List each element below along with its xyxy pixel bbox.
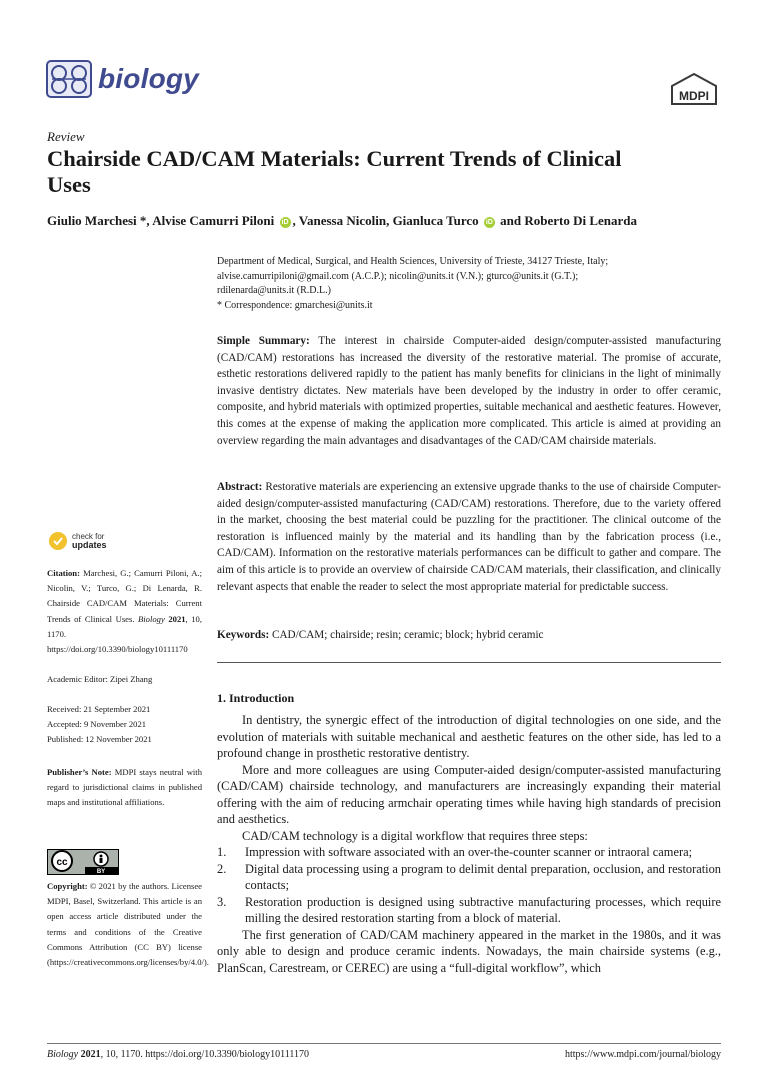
affiliation-emails: rdilenarda@units.it (R.D.L.) <box>217 285 331 296</box>
introduction-body <box>217 712 721 976</box>
journal-header <box>46 60 199 98</box>
journal-name: biology <box>98 63 199 94</box>
correspondence: * Correspondence: gmarchesi@units.it <box>217 299 373 311</box>
affiliation-line: Department of Medical, Surgical, and Health Sciences, University of Trieste, 34127 Trieste, Italy; <box>217 256 609 267</box>
check-for-updates-icon <box>48 531 68 551</box>
list-item-text: Impression with software associated with an over-the-counter scanner or intraoral camera; <box>245 845 693 859</box>
published-date: Published: 12 November 2021 <box>47 734 152 745</box>
academic-editor: Academic Editor: Zipei Zhang <box>47 674 153 684</box>
affiliation-emails: alvise.camurripiloni@gmail.com (A.C.P.); nicolin@units.it (V.N.); gturco@units.it (G.T.); <box>217 270 579 282</box>
affiliations <box>217 255 717 313</box>
check-for-updates-button[interactable] <box>48 531 107 551</box>
keywords-label: Keywords: <box>217 629 270 641</box>
article-dates <box>47 702 202 748</box>
paragraph: The first generation of CAD/CAM machinery appeared in the market in the 1980s, and it was only able to design and produce ceramic indents. Nowadays, the main chairside systems (e.g., PlanScan, Carestream, or CEREC) are using a “full-digital workflow”, which <box>217 927 721 975</box>
list-item-text: Restoration production is designed using subtractive manufacturing processes, which require milling the desired restoration starting from a block of material. <box>245 894 721 925</box>
keywords-text: CAD/CAM; chairside; resin; ceramic; block; hybrid ceramic <box>269 629 544 641</box>
cc-license-badge[interactable] <box>47 849 119 880</box>
citation-journal: Biology <box>138 613 165 624</box>
footer-url[interactable]: https://www.mdpi.com/journal/biology <box>564 1049 721 1060</box>
mdpi-logo-icon <box>668 72 720 106</box>
paragraph: More and more colleagues are using Computer-aided design/computer-assisted manufacturing (CAD/CAM) chairside technology, and manufacturers are increasingly expanding their material offering with the aim of reducing armchair operating times while having high standards of precision and aesthetics. <box>217 762 721 826</box>
list-number: 2. <box>217 861 227 876</box>
abstract-label: Abstract: <box>217 481 263 493</box>
publisher-note-text: MDPI stays neutral with regard to jurisdictional claims in published maps and institutional affiliations. <box>47 767 202 808</box>
copyright-text: © 2021 by the authors. Licensee MDPI, Basel, Switzerland. This article is an open access article distributed under the terms and conditions of the Creative Commons Attribution (CC BY) license (https://creativecommons.org/licenses/by/4.0/). <box>47 881 209 968</box>
publisher-note <box>47 765 202 811</box>
biology-logo-icon <box>46 60 92 98</box>
check-line-2: updates <box>72 540 107 550</box>
footer-year: 2021 <box>78 1049 101 1060</box>
svg-text:BY: BY <box>96 869 106 875</box>
abstract <box>217 479 721 595</box>
citation-text: Marchesi, G.; Camurri Piloni, A.; Nicolin, V.; Turco, G.; Di Lenarda, R. Chairside CAD/CAM Materials: Current Trends of Clinical Uses. <box>47 568 202 624</box>
footer-journal: Biology <box>47 1049 79 1060</box>
citation-label: Citation: <box>47 568 80 578</box>
paragraph: CAD/CAM technology is a digital workflow that requires three steps: <box>242 828 588 843</box>
simple-summary-label: Simple Summary: <box>217 335 310 347</box>
keywords <box>217 629 721 641</box>
cc-by-license-icon <box>47 849 119 875</box>
list-item-text: Digital data processing using a program to delimit dental preparation, occlusion, and restoration contacts; <box>245 861 721 892</box>
copyright-label: Copyright: <box>47 881 88 891</box>
list-number: 1. <box>217 845 227 859</box>
workflow-steps <box>217 844 721 927</box>
section-divider <box>217 662 721 663</box>
citation-doi[interactable]: , 10, 1170. https://doi.org/10.3390/biology10111170 <box>47 613 202 655</box>
svg-text:MDPI: MDPI <box>679 89 709 103</box>
simple-summary <box>217 333 721 449</box>
simple-summary-text: The interest in chairside Computer-aided design/computer-assisted manufacturing (CAD/CAM) restorations has increased the diversity of the restorative material. The promise of accurate, esthetic restorations delivered rapidly to the patient has manly benefits for clinicians in the light of minimally invasive dentistry dictates. New materials have been developed by the industry in order to offer ceramic, composite, and hybrid materials with optimized properties, suitable mechanical and aesthetic features. However, this comes at the expense of making the application more complicated. This article is aimed at providing an overview regarding the main advantages and disadvantages of the CAD/CAM chairside materials. <box>217 335 722 447</box>
list-item <box>217 844 721 861</box>
list-item <box>217 861 721 894</box>
article-type: Review <box>47 129 85 144</box>
received-date: Received: 21 September 2021 <box>47 704 151 714</box>
citation-year: 2021 <box>164 613 186 624</box>
author-list <box>47 213 637 229</box>
abstract-text: Restorative materials are experiencing an extensive upgrade thanks to the use of chairside Computer-aided design/computer-assisted manufacturing (CAD/CAM) restorations. Therefore, due to the variety offered in the market, choosing the best material could be puzzling for the practitioner. The clinical outcome of the restoration is influenced mainly by the material and its handling than by the fabrication process (i.e., CAD/CAM). Information on the restorative materials performances can be difficult to gather and compare. The aim of this article is to provide an overview of chairside CAD/CAM materials, their classification, and clinically relevant aspects that enable the reader to select the most appropriate material for predictable success. <box>217 481 721 593</box>
article-title: Chairside CAD/CAM Materials: Current Trends of Clinical Uses <box>47 146 622 197</box>
mdpi-logo <box>668 72 720 111</box>
footer-divider <box>47 1043 721 1044</box>
author-names-3: and Roberto Di Lenarda <box>496 213 638 228</box>
list-item <box>217 894 721 927</box>
check-line-1: check for <box>72 532 105 541</box>
section-heading: 1. Introduction <box>217 691 295 705</box>
paragraph: In dentistry, the synergic effect of the introduction of digital technologies on one side, and the evolution of materials with suitable mechanical and aesthetic features on the other side, has led to a profound change in prosthetic restorative dentistry. <box>217 713 721 760</box>
citation-block <box>47 566 202 657</box>
check-for-updates-label <box>72 532 107 550</box>
orcid-icon[interactable]: iD <box>485 219 493 226</box>
author-names-2: , Vanessa Nicolin, Gianluca Turco <box>292 213 479 228</box>
svg-text:cc: cc <box>56 857 68 868</box>
copyright-notice <box>47 879 209 970</box>
author-names-1: Giulio Marchesi *, Alvise Camurri Piloni <box>47 213 275 228</box>
footer-citation <box>47 1049 309 1060</box>
list-number: 3. <box>217 894 227 909</box>
orcid-icon[interactable]: iD <box>281 219 289 226</box>
accepted-date: Accepted: 9 November 2021 <box>47 719 147 730</box>
publisher-note-label: Publisher’s Note: <box>47 767 112 777</box>
footer-doi[interactable]: , 10, 1170. https://doi.org/10.3390/biology10111170 <box>100 1049 309 1060</box>
